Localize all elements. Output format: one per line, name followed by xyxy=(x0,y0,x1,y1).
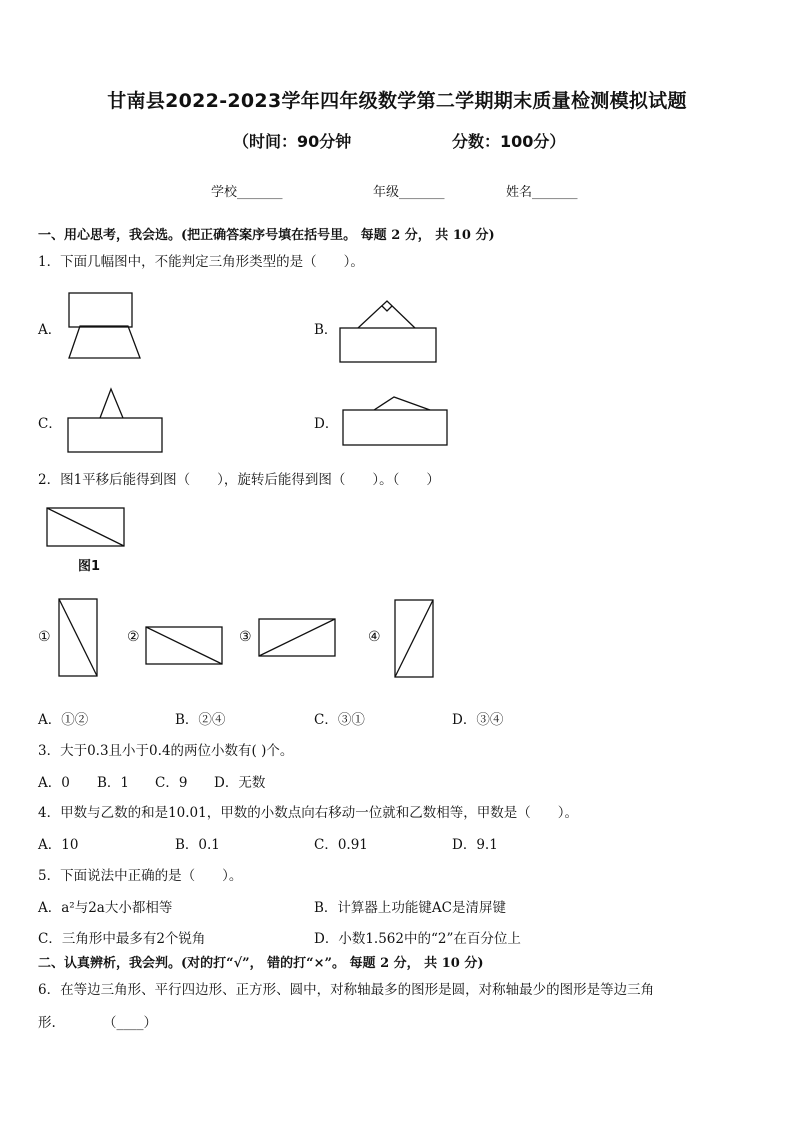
grade-field: 年级_______ xyxy=(373,185,445,200)
question-1-stem: 1．下面几幅图中，不能判定三角形类型的是（ ）。 xyxy=(38,254,364,270)
q2-option-b: B．②④ xyxy=(175,712,226,728)
q2-opt2-diagonal xyxy=(146,627,222,664)
q1-c-rectangle xyxy=(68,418,162,452)
q1-a-rectangle xyxy=(69,293,132,327)
q1-label-b: B． xyxy=(314,322,338,338)
q5-option-d: D．小数1.562中的“2”在百分位上 xyxy=(314,931,521,947)
q2-marker-1: ① xyxy=(38,629,51,645)
q4-option-c: C．0.91 xyxy=(314,837,368,853)
q2-option-d: D．③④ xyxy=(452,712,504,728)
question-3-stem: 3．大于0.3且小于0.4的两位小数有( )个。 xyxy=(38,743,294,759)
exam-score: 分数：100分） xyxy=(452,132,566,151)
question-6-line-2: 形. （____） xyxy=(38,1015,158,1031)
q1-d-triangle-part xyxy=(374,397,430,410)
q4-option-d: D．9.1 xyxy=(452,837,498,853)
q1-label-a: A． xyxy=(38,322,62,338)
q2-fig1-diagonal xyxy=(47,508,124,546)
q4-option-a: A．10 xyxy=(38,837,79,853)
question-5-stem: 5．下面说法中正确的是（ ）。 xyxy=(38,868,243,884)
q2-opt4-diagonal xyxy=(395,600,433,677)
question-4-stem: 4．甲数与乙数的和是10.01，甲数的小数点向右移动一位就和乙数相等，甲数是（ ）。 xyxy=(38,805,578,821)
q5-option-b: B．计算器上功能键AC是清屏键 xyxy=(314,900,506,916)
q2-figure-1-caption: 图1 xyxy=(78,559,101,574)
q2-option-c: C．③① xyxy=(314,712,365,728)
q1-label-d: D． xyxy=(314,416,339,432)
section-2-heading: 二、认真辨析，我会判。(对的打“√”， 错的打“×”。 每题 2 分， 共 10 分) xyxy=(38,956,484,971)
q1-b-rectangle xyxy=(340,328,436,362)
q5-option-c: C．三角形中最多有2个锐角 xyxy=(38,931,206,947)
q2-figure-option-3 xyxy=(256,616,338,659)
name-field: 姓名_______ xyxy=(506,185,578,200)
q2-marker-4: ④ xyxy=(368,629,381,645)
q1-b-right-angle-mark xyxy=(382,306,392,311)
q1-figure-b xyxy=(335,294,445,369)
q3-option-d: D．无数 xyxy=(214,775,266,791)
q4-option-b: B．0.1 xyxy=(175,837,220,853)
q1-figure-a xyxy=(60,290,150,365)
q1-figure-c xyxy=(63,383,173,458)
q1-figure-d xyxy=(338,391,453,451)
q2-option-a: A．①② xyxy=(38,712,89,728)
q1-b-triangle-part xyxy=(358,301,415,328)
q1-c-triangle-part xyxy=(100,389,123,418)
question-6-line-1: 6．在等边三角形、平行四边形、正方形、圆中，对称轴最多的图形是圆，对称轴最少的图形是等边三角 xyxy=(38,982,655,998)
q1-d-rectangle xyxy=(343,410,447,445)
q5-option-a: A．a²与2a大小都相等 xyxy=(38,900,173,916)
q2-opt1-diagonal xyxy=(59,599,97,676)
question-2-stem: 2．图1平移后能得到图（ ），旋转后能得到图（ ）。（ ） xyxy=(38,472,440,488)
school-field: 学校_______ xyxy=(211,185,283,200)
q1-label-c: C． xyxy=(38,416,62,432)
q2-figure-option-1 xyxy=(56,596,101,678)
q2-opt3-diagonal xyxy=(259,619,335,656)
q2-figure-option-2 xyxy=(143,624,225,667)
q1-a-triangle-part xyxy=(69,326,140,358)
q3-option-a: A．0 xyxy=(38,775,70,791)
section-1-heading: 一、用心思考，我会选。(把正确答案序号填在括号里。 每题 2 分， 共 10 分) xyxy=(38,228,495,243)
q3-option-c: C．9 xyxy=(155,775,188,791)
q2-marker-2: ② xyxy=(127,629,140,645)
page-title: 甘南县2022-2023学年四年级数学第二学期期末质量检测模拟试题 xyxy=(107,90,687,112)
q2-marker-3: ③ xyxy=(239,629,252,645)
q2-figure-1 xyxy=(44,505,129,550)
q2-figure-option-4 xyxy=(392,597,437,679)
q3-option-b: B．1 xyxy=(97,775,130,791)
exam-time: （时间：90分钟 xyxy=(233,132,352,151)
